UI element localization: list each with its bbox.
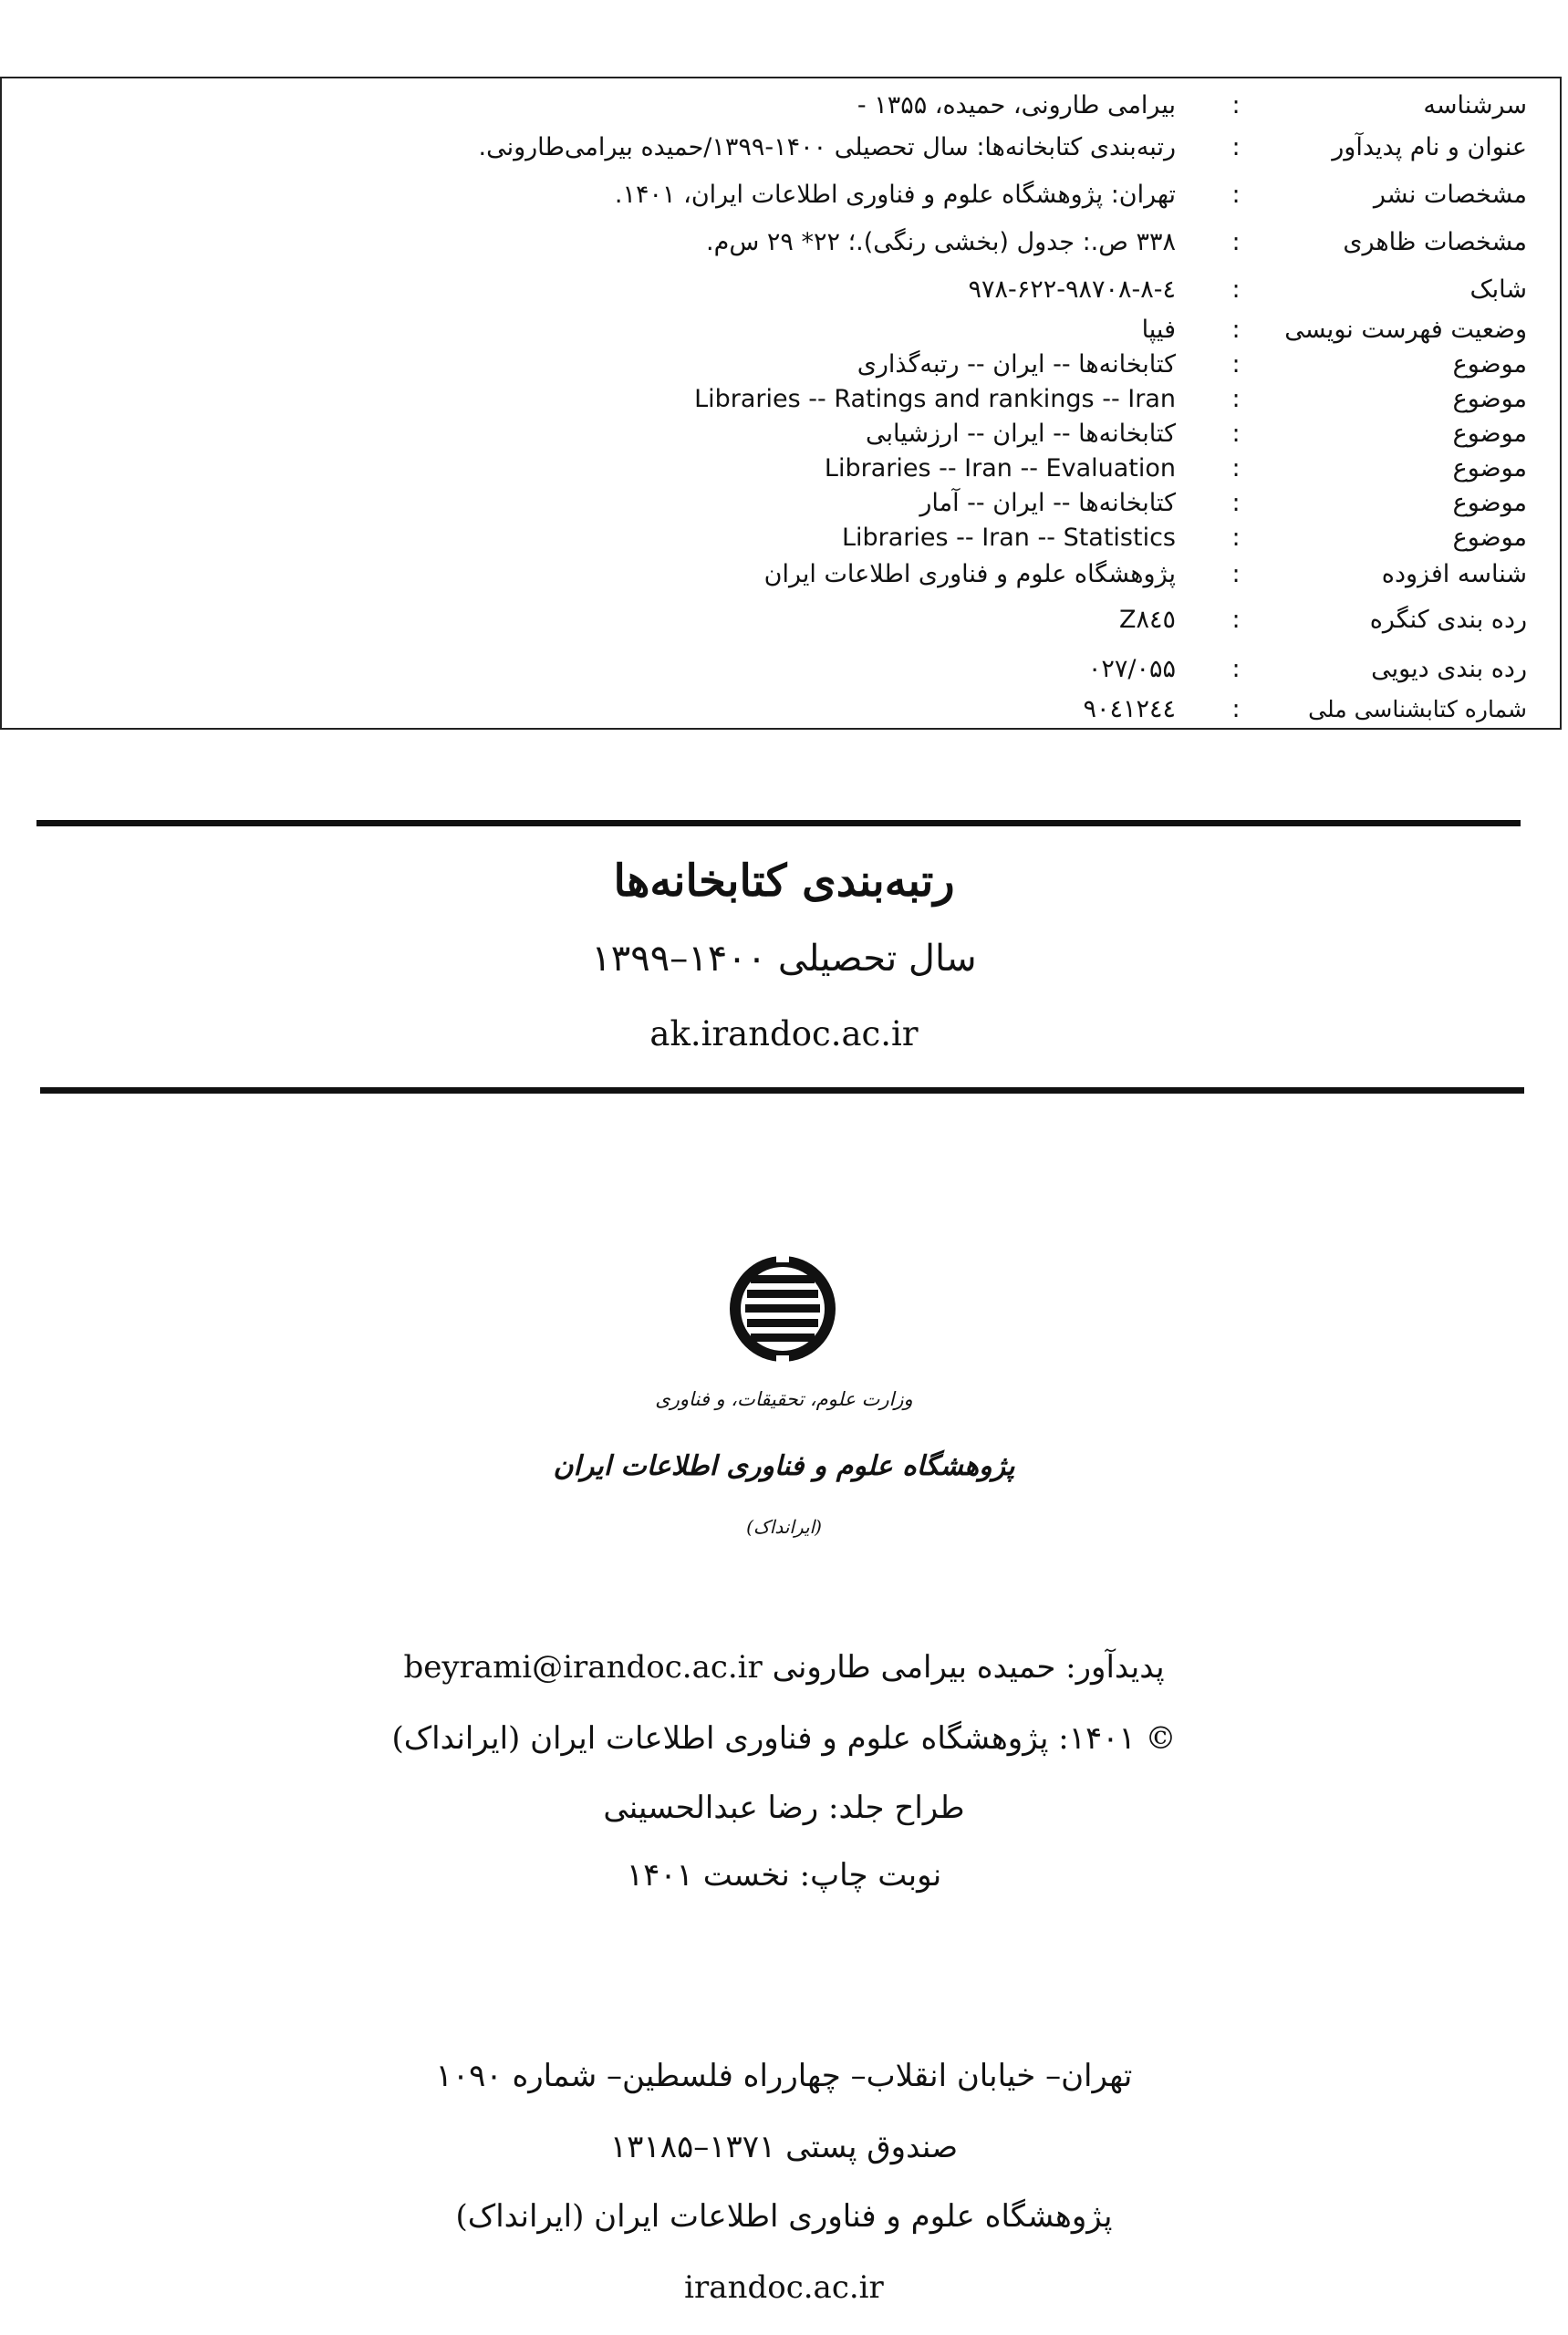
cip-colon: : bbox=[1231, 228, 1241, 256]
cip-label: مشخصات ظاهری bbox=[1343, 228, 1527, 256]
cip-value: کتابخانه‌ها -- ایران -- آمار bbox=[919, 489, 1176, 517]
cip-label: موضوع bbox=[1452, 524, 1527, 552]
cip-label: سرشناسه bbox=[1423, 91, 1527, 119]
cip-value: ۰۲۷/۰۵۵ bbox=[1087, 655, 1176, 683]
cip-value: ۹۷۸-۶۲۲-۹۸۷۰۸-۸-٤ bbox=[968, 275, 1176, 304]
address-org: پژوهشگاه علوم و فناوری اطلاعات ایران (ایرانداک) bbox=[455, 2198, 1113, 2235]
cip-colon: : bbox=[1231, 695, 1241, 723]
institute-name: پژوهشگاه علوم و فناوری اطلاعات ایران bbox=[553, 1450, 1015, 1482]
cover-designer-line: طراح جلد: رضا عبدالحسینی bbox=[603, 1790, 965, 1826]
cip-label: مشخصات نشر bbox=[1373, 181, 1527, 209]
cip-value: فیپا bbox=[1141, 316, 1176, 344]
author-line: پدیدآور: حمیده بیرامی طارونی beyrami@irandoc.ac.ir bbox=[403, 1649, 1165, 1686]
cip-colon: : bbox=[1231, 385, 1241, 413]
cip-label: موضوع bbox=[1452, 420, 1527, 448]
book-subtitle: سال تحصیلی ۱۴۰۰–۱۳۹۹ bbox=[591, 938, 977, 980]
cip-colon: : bbox=[1231, 275, 1241, 304]
cip-colon: : bbox=[1231, 316, 1241, 344]
cip-row bbox=[2, 487, 1563, 522]
cip-value: Libraries -- Iran -- Statistics bbox=[841, 524, 1176, 552]
cip-label: رده بندی کنگره bbox=[1369, 606, 1527, 634]
cip-row bbox=[2, 604, 1563, 638]
title-rule-top bbox=[36, 820, 1521, 826]
cip-label: موضوع bbox=[1452, 454, 1527, 483]
copyright-line: © ۱۴۰۱: پژوهشگاه علوم و فناوری اطلاعات ایران (ایرانداک) bbox=[391, 1720, 1177, 1757]
cip-value: ۹۰٤۱۲٤٤ bbox=[1083, 695, 1176, 723]
cip-row bbox=[2, 179, 1563, 213]
ministry-name: وزارت علوم، تحقیقات، و فناوری bbox=[655, 1388, 913, 1410]
cip-row bbox=[2, 558, 1563, 593]
cip-row bbox=[2, 383, 1563, 418]
cip-record-box bbox=[0, 77, 1562, 730]
cip-value: Z۸٤٥ bbox=[1118, 606, 1176, 634]
cip-row bbox=[2, 452, 1563, 487]
cip-row bbox=[2, 522, 1563, 556]
cip-row bbox=[2, 226, 1563, 261]
cip-label: شابک bbox=[1469, 275, 1527, 304]
address-site: irandoc.ac.ir bbox=[684, 2269, 884, 2306]
cip-row bbox=[2, 274, 1563, 308]
cip-value: پژوهشگاه علوم و فناوری اطلاعات ایران bbox=[763, 560, 1176, 588]
cip-colon: : bbox=[1231, 181, 1241, 209]
cip-row bbox=[2, 131, 1563, 166]
cip-row bbox=[2, 653, 1563, 688]
cip-colon: : bbox=[1231, 655, 1241, 683]
cip-value: تهران: پژوهشگاه علوم و فناوری اطلاعات ایران، ۱۴۰۱. bbox=[614, 181, 1176, 209]
cip-label: وضعیت فهرست نویسی bbox=[1284, 316, 1527, 344]
cip-colon: : bbox=[1231, 91, 1241, 119]
cip-colon: : bbox=[1231, 606, 1241, 634]
title-rule-bottom bbox=[40, 1087, 1524, 1094]
cip-value: کتابخانه‌ها -- ایران -- ارزشیابی bbox=[866, 420, 1176, 448]
cip-label: رده بندی دیویی bbox=[1371, 655, 1527, 683]
cip-label: موضوع bbox=[1452, 489, 1527, 517]
cip-value: کتابخانه‌ها -- ایران -- رتبه‌گذاری bbox=[857, 350, 1176, 379]
cip-value: Libraries -- Iran -- Evaluation bbox=[824, 454, 1176, 483]
cip-colon: : bbox=[1231, 524, 1241, 552]
cip-value: Libraries -- Ratings and rankings -- Iran bbox=[694, 385, 1176, 413]
institute-abbr: (ایرانداک) bbox=[746, 1516, 822, 1538]
cip-colon: : bbox=[1231, 454, 1241, 483]
cip-colon: : bbox=[1231, 560, 1241, 588]
book-title: رتبه‌بندی کتابخانه‌ها bbox=[613, 856, 955, 907]
cip-colon: : bbox=[1231, 489, 1241, 517]
irandoc-logo-icon bbox=[723, 1250, 842, 1368]
cip-colon: : bbox=[1231, 420, 1241, 448]
cip-value: ۳۳۸ ص.: جدول (بخشی رنگی).؛ ۲۲* ۲۹ س‌م. bbox=[706, 228, 1176, 256]
cip-row bbox=[2, 418, 1563, 452]
cip-label: موضوع bbox=[1452, 385, 1527, 413]
cip-value: بیرامی طارونی، حمیده، ۱۳۵۵ - bbox=[857, 91, 1176, 119]
cip-label: عنوان و نام پدیدآور bbox=[1332, 133, 1527, 161]
cip-row bbox=[2, 693, 1563, 728]
address-pobox: صندوق پستی ۱۳۷۱–۱۳۱۸۵ bbox=[609, 2129, 959, 2165]
cip-label: شماره کتابشناسی ملی bbox=[1308, 696, 1527, 722]
cip-row bbox=[2, 348, 1563, 383]
cip-label: موضوع bbox=[1452, 350, 1527, 379]
cip-value: رتبه‌بندی کتابخانه‌ها: سال تحصیلی ۱۴۰۰-۱۳۹۹/حمیده بیرامی‌طارونی. bbox=[478, 133, 1176, 161]
cip-label: شناسه افزوده bbox=[1381, 560, 1527, 588]
address-street: تهران– خیابان انقلاب– چهارراه فلسطین– شماره ۱۰۹۰ bbox=[435, 2058, 1133, 2094]
book-url: ak.irandoc.ac.ir bbox=[649, 1014, 919, 1053]
cip-row bbox=[2, 314, 1563, 348]
cip-colon: : bbox=[1231, 350, 1241, 379]
cip-row bbox=[2, 89, 1563, 124]
cip-colon: : bbox=[1231, 133, 1241, 161]
edition-line: نوبت چاپ: نخست ۱۴۰۱ bbox=[626, 1857, 942, 1894]
